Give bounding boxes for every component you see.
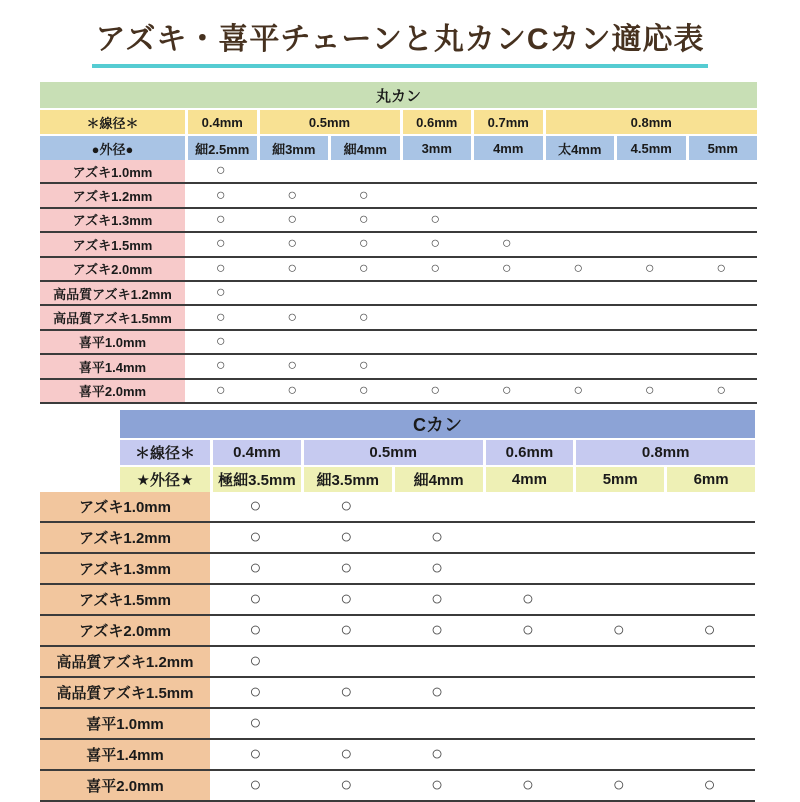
compatibility-mark: ○ [644, 259, 655, 277]
compatibility-mark: ○ [573, 381, 584, 399]
compatibility-mark: ○ [340, 681, 353, 703]
table-row [40, 306, 757, 330]
empty-cell [328, 282, 400, 304]
chain-row-label: 高品質アズキ1.2mm [40, 282, 185, 304]
page-title: アズキ・喜平チェーンと丸カンCカン適応表 [92, 14, 709, 68]
wire-diameter-value: 0.4mm [213, 440, 301, 465]
empty-cell [328, 331, 400, 353]
empty-cell [664, 740, 755, 769]
wire-diameter-value: 0.4mm [188, 110, 257, 134]
table-row [40, 355, 757, 379]
empty-cell [614, 184, 686, 206]
compatibility-mark: ○ [249, 650, 262, 672]
empty-cell [392, 492, 483, 521]
compatibility-mark: ○ [431, 526, 444, 548]
empty-cell [664, 523, 755, 552]
compatibility-mark: ○ [249, 495, 262, 517]
empty-cell [573, 523, 664, 552]
outer-diameter-value: 太4mm [546, 136, 615, 160]
compatibility-mark: ○ [358, 357, 369, 375]
chain-row-label: 喜平1.4mm [40, 355, 185, 377]
empty-cell [686, 233, 758, 255]
outer-diameter-label: ★外径★ [120, 467, 210, 492]
empty-cell [614, 282, 686, 304]
wire-diameter-value: 0.8mm [576, 440, 755, 465]
compatibility-mark: ○ [215, 186, 226, 204]
wire-diameter-row [40, 110, 757, 134]
empty-cell [543, 331, 615, 353]
empty-cell [543, 160, 615, 182]
wire-diameter-label: ＊線径＊ [120, 440, 210, 465]
compatibility-mark: ○ [358, 381, 369, 399]
empty-cell [614, 355, 686, 377]
empty-cell [471, 160, 543, 182]
table-row [40, 258, 757, 282]
compatibility-mark: ○ [287, 210, 298, 228]
outer-diameter-value: 4mm [474, 136, 543, 160]
empty-cell [686, 184, 758, 206]
compatibility-mark: ○ [703, 619, 716, 641]
compatibility-mark: ○ [573, 259, 584, 277]
table-row [40, 740, 755, 771]
outer-diameter-value: 5mm [576, 467, 664, 492]
empty-cell [483, 647, 574, 676]
empty-cell [664, 554, 755, 583]
empty-cell [573, 585, 664, 614]
wire-diameter-value: 0.6mm [403, 110, 472, 134]
empty-cell [400, 184, 472, 206]
compatibility-mark: ○ [521, 774, 534, 796]
empty-cell [483, 492, 574, 521]
compatibility-mark: ○ [430, 210, 441, 228]
compatibility-mark: ○ [501, 381, 512, 399]
outer-diameter-value: 6mm [667, 467, 755, 492]
wire-diameter-value: 0.6mm [486, 440, 574, 465]
compatibility-mark: ○ [215, 259, 226, 277]
empty-cell [328, 160, 400, 182]
compatibility-mark: ○ [521, 588, 534, 610]
compatibility-mark: ○ [287, 308, 298, 326]
outer-diameter-value: 細4mm [395, 467, 483, 492]
empty-cell [400, 331, 472, 353]
empty-cell [543, 233, 615, 255]
chain-row-label: アズキ2.0mm [40, 258, 185, 280]
compatibility-mark: ○ [431, 743, 444, 765]
empty-cell [686, 306, 758, 328]
compatibility-mark: ○ [716, 259, 727, 277]
compatibility-mark: ○ [612, 774, 625, 796]
table-title: 丸カン [40, 82, 757, 108]
compatibility-mark: ○ [644, 381, 655, 399]
empty-cell [471, 306, 543, 328]
outer-diameter-value: 3mm [403, 136, 472, 160]
wire-diameter-value: 0.8mm [546, 110, 758, 134]
empty-cell [686, 209, 758, 231]
compatibility-mark: ○ [249, 712, 262, 734]
outer-diameter-row [120, 467, 755, 492]
empty-cell [573, 740, 664, 769]
compatibility-mark: ○ [287, 381, 298, 399]
empty-cell [301, 709, 392, 738]
compatibility-mark: ○ [358, 186, 369, 204]
outer-diameter-value: 細2.5mm [188, 136, 257, 160]
chain-row-label: 喜平2.0mm [40, 771, 210, 800]
compatibility-mark: ○ [431, 774, 444, 796]
compatibility-mark: ○ [430, 259, 441, 277]
compatibility-mark: ○ [215, 332, 226, 350]
compatibility-mark: ○ [249, 743, 262, 765]
empty-cell [400, 306, 472, 328]
compatibility-mark: ○ [358, 259, 369, 277]
compatibility-mark: ○ [215, 162, 226, 180]
empty-cell [257, 282, 329, 304]
empty-cell [471, 184, 543, 206]
compatibility-mark: ○ [340, 743, 353, 765]
chain-row-label: 喜平1.0mm [40, 709, 210, 738]
compatibility-mark: ○ [358, 210, 369, 228]
compatibility-mark: ○ [249, 619, 262, 641]
compatibility-mark: ○ [340, 526, 353, 548]
compatibility-mark: ○ [431, 681, 444, 703]
empty-cell [543, 282, 615, 304]
outer-diameter-value: 4mm [486, 467, 574, 492]
compatibility-mark: ○ [215, 210, 226, 228]
compatibility-mark: ○ [340, 588, 353, 610]
table-row [40, 209, 757, 233]
compatibility-mark: ○ [358, 235, 369, 253]
compatibility-mark: ○ [287, 357, 298, 375]
ckan-table [40, 410, 755, 802]
table-body [40, 160, 757, 404]
outer-diameter-value: 細3mm [260, 136, 329, 160]
empty-cell [573, 678, 664, 707]
empty-cell [573, 709, 664, 738]
chain-row-label: アズキ1.3mm [40, 554, 210, 583]
compatibility-mark: ○ [215, 235, 226, 253]
outer-diameter-label: ●外径● [40, 136, 185, 160]
compatibility-mark: ○ [358, 308, 369, 326]
compatibility-mark: ○ [287, 235, 298, 253]
empty-cell [686, 282, 758, 304]
empty-cell [257, 331, 329, 353]
empty-cell [614, 233, 686, 255]
chain-row-label: アズキ1.5mm [40, 233, 185, 255]
page-title-wrap [0, 14, 800, 68]
table-row [40, 492, 755, 523]
table-row [40, 233, 757, 257]
wire-diameter-value: 0.5mm [260, 110, 400, 134]
empty-cell [664, 492, 755, 521]
outer-diameter-value: 極細3.5mm [213, 467, 301, 492]
compatibility-mark: ○ [501, 259, 512, 277]
compatibility-mark: ○ [703, 774, 716, 796]
compatibility-mark: ○ [612, 619, 625, 641]
empty-cell [614, 160, 686, 182]
chain-row-label: アズキ1.2mm [40, 523, 210, 552]
table-row [40, 709, 755, 740]
empty-cell [257, 160, 329, 182]
empty-cell [614, 331, 686, 353]
compatibility-mark: ○ [430, 235, 441, 253]
empty-cell [664, 585, 755, 614]
compatibility-mark: ○ [287, 259, 298, 277]
empty-cell [392, 709, 483, 738]
empty-cell [664, 709, 755, 738]
compatibility-mark: ○ [249, 526, 262, 548]
outer-diameter-value: 4.5mm [617, 136, 686, 160]
outer-diameter-value: 細3.5mm [304, 467, 392, 492]
table-row [40, 380, 757, 404]
table-row [40, 616, 755, 647]
empty-cell [543, 355, 615, 377]
table-row [40, 585, 755, 616]
compatibility-mark: ○ [215, 308, 226, 326]
empty-cell [686, 331, 758, 353]
outer-diameter-value: 細4mm [331, 136, 400, 160]
compatibility-mark: ○ [215, 381, 226, 399]
wire-diameter-value: 0.7mm [474, 110, 543, 134]
chain-row-label: 喜平1.0mm [40, 331, 185, 353]
table-body [40, 492, 755, 802]
compatibility-mark: ○ [340, 774, 353, 796]
compatibility-mark: ○ [249, 681, 262, 703]
chain-row-label: 喜平2.0mm [40, 380, 185, 402]
chain-row-label: アズキ1.0mm [40, 492, 210, 521]
chain-row-label: 高品質アズキ1.5mm [40, 306, 185, 328]
empty-cell [301, 647, 392, 676]
chain-row-label: アズキ1.2mm [40, 184, 185, 206]
empty-cell [543, 209, 615, 231]
empty-cell [471, 209, 543, 231]
compatibility-mark: ○ [431, 619, 444, 641]
compatibility-mark: ○ [340, 557, 353, 579]
chain-row-label: 高品質アズキ1.5mm [40, 678, 210, 707]
wire-diameter-label: ＊線径＊ [40, 110, 185, 134]
empty-cell [573, 492, 664, 521]
compatibility-mark: ○ [287, 186, 298, 204]
compatibility-mark: ○ [501, 235, 512, 253]
empty-cell [573, 647, 664, 676]
chain-row-label: アズキ1.0mm [40, 160, 185, 182]
compatibility-mark: ○ [430, 381, 441, 399]
empty-cell [664, 678, 755, 707]
chain-row-label: 高品質アズキ1.2mm [40, 647, 210, 676]
empty-cell [471, 331, 543, 353]
compatibility-mark: ○ [249, 557, 262, 579]
table-row [40, 160, 757, 184]
empty-cell [686, 160, 758, 182]
chain-row-label: アズキ1.3mm [40, 209, 185, 231]
wire-diameter-row [120, 440, 755, 465]
compatibility-mark: ○ [249, 774, 262, 796]
empty-cell [471, 282, 543, 304]
empty-cell [543, 306, 615, 328]
empty-cell [400, 160, 472, 182]
empty-cell [573, 554, 664, 583]
empty-cell [483, 554, 574, 583]
empty-cell [614, 209, 686, 231]
chain-row-label: アズキ2.0mm [40, 616, 210, 645]
table-row [40, 771, 755, 802]
table-row [40, 282, 757, 306]
empty-cell [664, 647, 755, 676]
table-row [40, 554, 755, 585]
empty-cell [483, 709, 574, 738]
empty-cell [400, 282, 472, 304]
empty-cell [471, 355, 543, 377]
outer-diameter-value: 5mm [689, 136, 758, 160]
compatibility-mark: ○ [431, 588, 444, 610]
chain-row-label: 喜平1.4mm [40, 740, 210, 769]
empty-cell [483, 523, 574, 552]
table-row [40, 647, 755, 678]
table-row [40, 523, 755, 554]
empty-cell [400, 355, 472, 377]
chain-row-label: アズキ1.5mm [40, 585, 210, 614]
compatibility-mark: ○ [249, 588, 262, 610]
empty-cell [614, 306, 686, 328]
empty-cell [483, 740, 574, 769]
table-row [40, 678, 755, 709]
outer-diameter-row [40, 136, 757, 160]
compatibility-mark: ○ [215, 357, 226, 375]
compatibility-mark: ○ [521, 619, 534, 641]
empty-cell [686, 355, 758, 377]
compatibility-mark: ○ [340, 495, 353, 517]
empty-cell [483, 678, 574, 707]
empty-cell [392, 647, 483, 676]
compatibility-mark: ○ [716, 381, 727, 399]
compatibility-mark: ○ [215, 284, 226, 302]
table-row [40, 184, 757, 208]
compatibility-mark: ○ [340, 619, 353, 641]
empty-cell [543, 184, 615, 206]
table-row [40, 331, 757, 355]
table-title: Cカン [120, 410, 755, 438]
marukan-table [40, 82, 757, 404]
compatibility-mark: ○ [431, 557, 444, 579]
wire-diameter-value: 0.5mm [304, 440, 483, 465]
